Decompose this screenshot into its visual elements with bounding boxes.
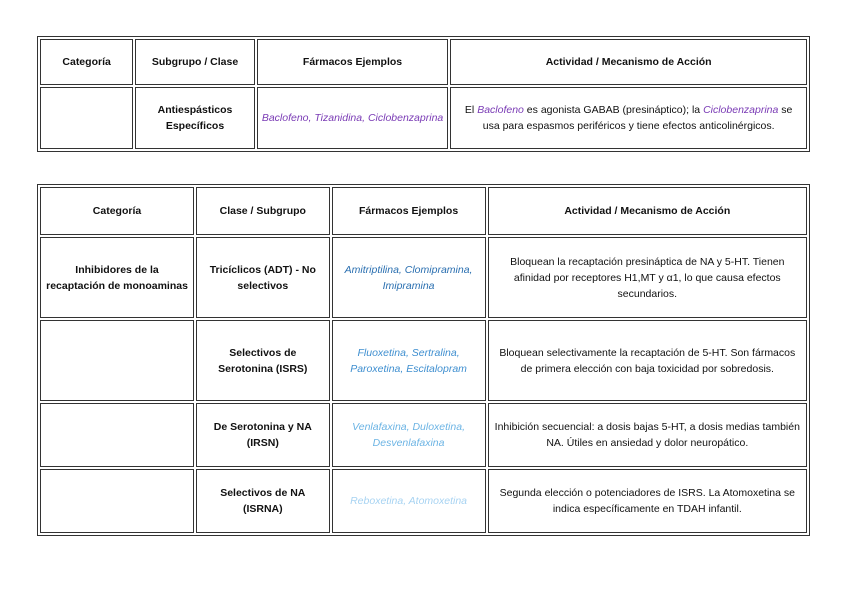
cell-clase: Selectivos de NA (ISRNA) bbox=[196, 469, 330, 533]
cell-actividad: Inhibición secuencial: a dosis bajas 5-HT, a dosis medias también NA. Útiles en ansiedad y dolor neuropático. bbox=[488, 403, 807, 467]
cell-categoria bbox=[40, 469, 194, 533]
header-subgrupo: Subgrupo / Clase bbox=[135, 39, 255, 85]
table-row bbox=[40, 237, 807, 318]
cell-farmacos: Fluoxetina, Sertralina, Paroxetina, Escitalopram bbox=[332, 320, 486, 401]
act-text: El bbox=[464, 104, 478, 116]
table-row bbox=[40, 403, 807, 467]
header-actividad: Actividad / Mecanismo de Acción bbox=[450, 39, 807, 85]
cell-categoria bbox=[40, 320, 194, 401]
cell-clase: De Serotonina y NA (IRSN) bbox=[196, 403, 330, 467]
cell-actividad bbox=[450, 87, 807, 149]
act-text: es agonista GABAB (presináptico); la bbox=[523, 104, 704, 116]
table-header-row bbox=[40, 39, 807, 85]
header-farmacos: Fármacos Ejemplos bbox=[332, 187, 486, 235]
header-farmacos: Fármacos Ejemplos bbox=[257, 39, 449, 85]
header-clase: Clase / Subgrupo bbox=[196, 187, 330, 235]
cell-clase: Antiespásticos Específicos bbox=[135, 87, 255, 149]
cell-farmacos: Reboxetina, Atomoxetina bbox=[332, 469, 486, 533]
cell-farmacos: Venlafaxina, Duloxetina, Desvenlafaxina bbox=[332, 403, 486, 467]
cell-farmacos: Baclofeno, Tizanidina, Ciclobenzaprina bbox=[257, 87, 449, 149]
cell-categoria: Inhibidores de la recaptación de monoaminas bbox=[40, 237, 194, 318]
cell-clase: Selectivos de Serotonina (ISRS) bbox=[196, 320, 330, 401]
cell-categoria bbox=[40, 403, 194, 467]
header-categoria: Categoría bbox=[40, 187, 194, 235]
table-row bbox=[40, 469, 807, 533]
antidepressant-table bbox=[37, 184, 810, 536]
cell-actividad: Segunda elección o potenciadores de ISRS. La Atomoxetina se indica específicamente en TDAH infantil. bbox=[488, 469, 807, 533]
cell-actividad: Bloquean selectivamente la recaptación de 5-HT. Son fármacos de primera elección con baja toxicidad por sobredosis. bbox=[488, 320, 807, 401]
antispastic-table bbox=[37, 36, 810, 152]
header-categoria: Categoría bbox=[40, 39, 133, 85]
cell-categoria bbox=[40, 87, 133, 149]
cell-clase: Tricíclicos (ADT) - No selectivos bbox=[196, 237, 330, 318]
cell-farmacos: Amitriptilina, Clomipramina, Imipramina bbox=[332, 237, 486, 318]
header-actividad: Actividad / Mecanismo de Acción bbox=[488, 187, 807, 235]
cell-actividad: Bloquean la recaptación presináptica de NA y 5-HT. Tienen afinidad por receptores H1,MT y α1, lo que causa efectos secundarios. bbox=[488, 237, 807, 318]
act-drug-ciclobenzaprina: Ciclobenzaprina bbox=[703, 104, 779, 116]
table-row bbox=[40, 87, 807, 149]
act-drug-baclofeno: Baclofeno bbox=[477, 104, 524, 116]
table-header-row bbox=[40, 187, 807, 235]
act-text: se usa para espasmos periféricos y tiene efectos anticolinérgicos. bbox=[482, 104, 793, 132]
table-row bbox=[40, 320, 807, 401]
